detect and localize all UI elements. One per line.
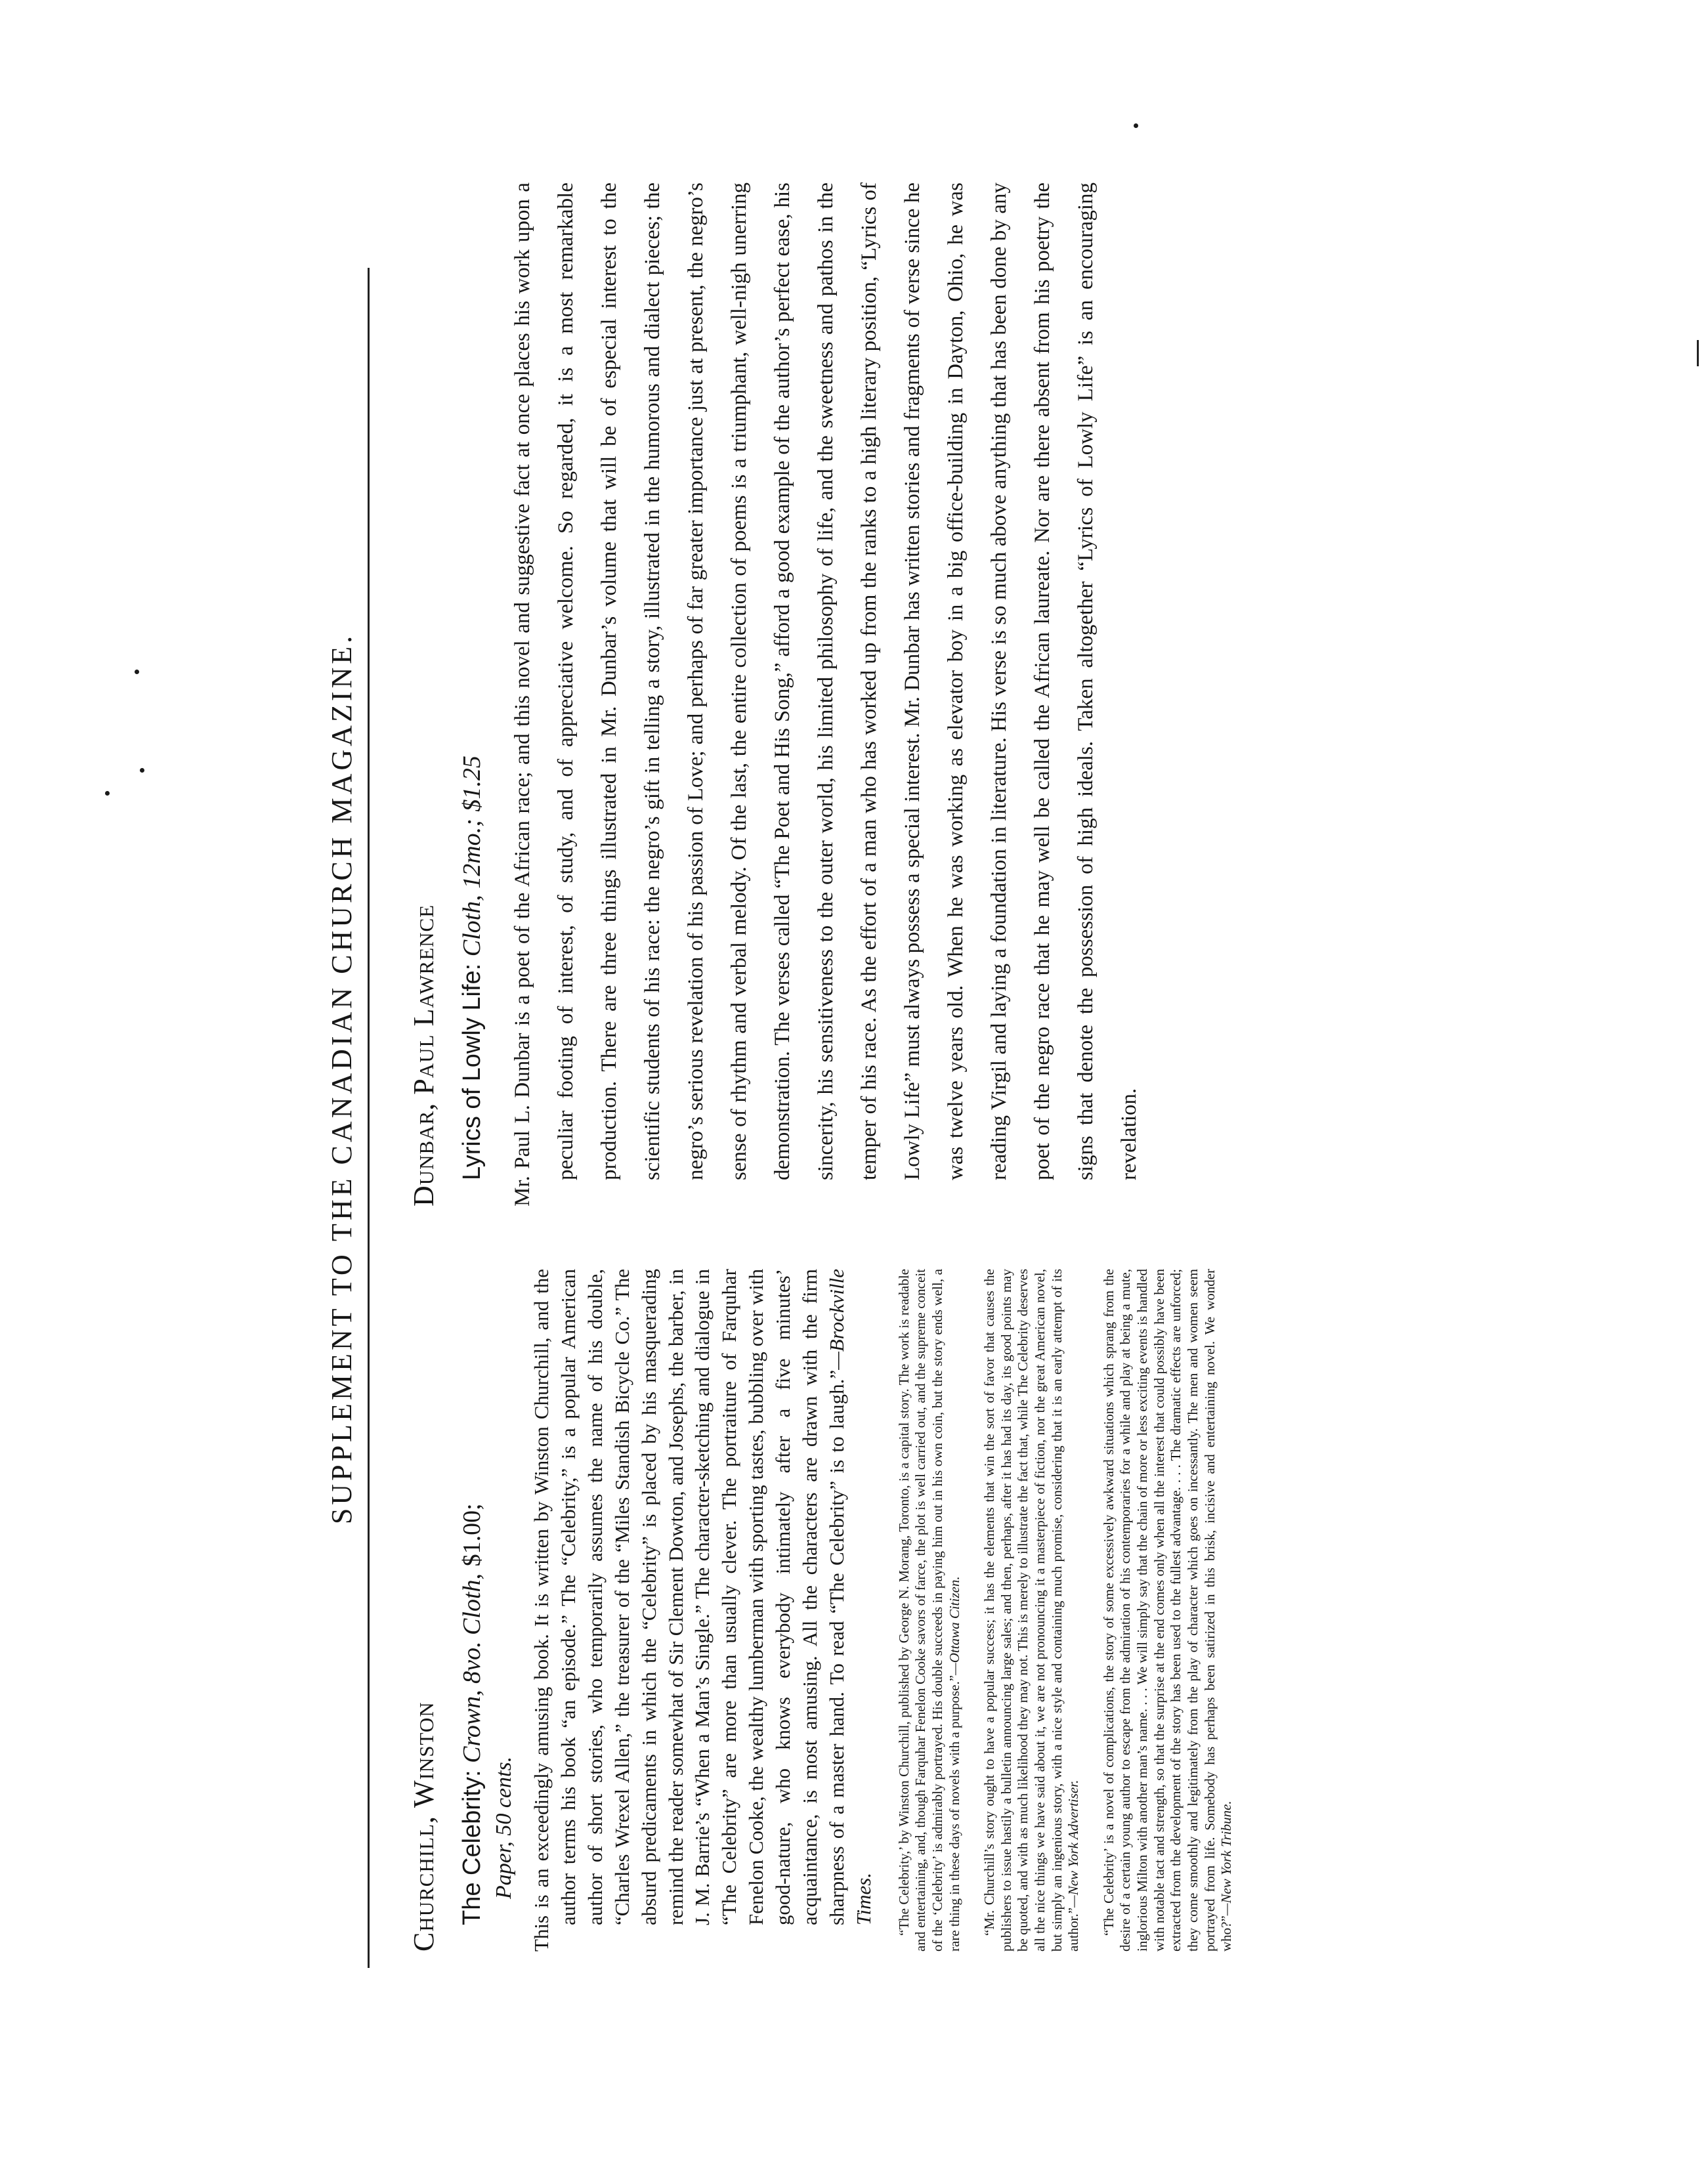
review-source: —Ottawa Citizen.: [946, 1576, 962, 1675]
review-source: —New York Tribune.: [1218, 1801, 1235, 1916]
book-title: The Celebrity:: [458, 1770, 486, 1925]
review-quote: [896, 1269, 963, 1952]
churchill-column: [407, 1269, 1235, 1952]
author-surname: Churchill,: [408, 1815, 440, 1952]
author-heading: [407, 182, 440, 1206]
notice-body: [528, 1269, 878, 1952]
book-title-line: [458, 1269, 486, 1925]
author-given: Winston: [408, 1701, 440, 1808]
review-text: “Mr. Churchill’s story ought to have a popular success; it has the elements that win the sort of favor that causes the publishers to issue hastily a bulletin announcing large sales; and then, perhaps, after it has had its day, its good points may be quoted, and with as much likelihood they may not. This is merely to illustrate the fact that, while The Celebrity deserves all the nice things we have said about it, we are not pronouncing it a masterpiece of fiction, nor the great American novel, but simply an ingenious story, with a nice style and containing much promise, considering that it is an early attempt of its author.”: [981, 1269, 1082, 1952]
alt-price: Paper, 50 cents.: [492, 1756, 516, 1899]
book-price: $1.25: [458, 756, 486, 812]
dunbar-column: [407, 182, 1151, 1206]
review-source: —New York Advertiser.: [1065, 1780, 1082, 1908]
book-title-line: [458, 182, 486, 1180]
notice-body: Mr. Paul L. Dunbar is a poet of the African race; and this novel and suggestive fact at once places his work upon a peculiar footing of interest, of study, and of appreciative welcome. So regarded, it is a most remarkable production. There are three things illustrated in Mr. Dunbar’s volume that will be of especial interest to the scientific students of his race: the negro’s gift in telling a story, illustrated in the humorous and dialect pieces; the negro’s serious revelation of his passion of Love; and perhaps of far greater importance just at present, the negro’s sense of rhythm and verbal melody. Of the last, the entire collection of poems is a triumphant, well-nigh unerring demonstration. The verses called “The Poet and His Song,” afford a good example of the author’s perfect ease, his sincerity, his sensitiveness to the outer world, his limited philosophy of life, and the sweetness and pathos in the temper of his race. As the effort of a man who has worked up from the ranks to a high literary position, “Lyrics of Lowly Life” must always possess a special interest. Mr. Dunbar has written stories and fragments of verse since he was twelve years old. When he was working as elevator boy in a big office-building in Dayton, Ohio, he was reading Virgil and laying a foundation in literature. His verse is so much above anything that has been done by any poet of the negro race that he may well be called the African laureate. Nor are there absent from his poetry the signs that denote the possession of high ideals. Taken altogether “Lyrics of Lowly Life” is an encouraging revelation.: [511, 182, 1141, 1206]
book-format: Cloth, 12mo.;: [458, 819, 486, 957]
header-rule: [368, 268, 370, 1968]
notice-text: This is an exceedingly amusing book. It is written by Winston Churchill, and the author terms his book “an episode.” The “Celebrity,” is a popular American author of short stories, who temporarily assumes the name of his double, “Charles Wrexel Allen,” the treasurer of the “Miles Standish Bicycle Co.” The absurd predicaments in which the “Celebrity” is placed by his masquerading remind the reader somewhat of Sir Clement Dowton, and Josephs, the barber, in J. M. Barrie’s “When a Man’s Single.” The character-sketching and dialogue in “The Celebrity” are more than usually clever. The portraiture of Farquhar Fenelon Cooke, the wealthy lumberman with sporting tastes, bubbling over with good-nature, who knows everybody intimately after a five minutes’ acquaintance, is most amusing. All the characters are drawn with the firm sharpness of a master hand. To read “The Celebrity” is to laugh.”: [530, 1269, 848, 1952]
review-text: “The Celebrity,’ by Winston Churchill, published by George N. Morang, Toronto, is a capital story. The work is readable and entertaining, and, though Farquhar Fenelon Cooke savors of farce, the plot is well carried out, and the supreme conceit of the ‘Celebrity’ is admirably portrayed. His double succeeds in paying him out in his own coin, but the story ends well, a rare thing in these days of novels with a purpose.”: [895, 1269, 962, 1952]
notice-source: —Brockville Times.: [824, 1269, 875, 1925]
author-surname: Dunbar,: [408, 1102, 440, 1206]
book-title: Lyrics of Lowly Life:: [458, 963, 486, 1180]
book-price: $1.00;: [458, 1503, 486, 1567]
review-quote: [981, 1269, 1082, 1952]
author-given: Paul Lawrence: [408, 904, 440, 1095]
author-heading: [407, 1269, 440, 1952]
running-head: SUPPLEMENT TO THE CANADIAN CHURCH MAGAZINE.: [326, 632, 358, 1525]
review-text: “The Celebrity’ is a novel of complications, the story of some excessively awkward situations which sprang from the desire of a certain young author to escape from the admiration of his contemporaries for a while and play at being a mute, inglorious Milton with another man’s name. . . . We will simply say that the chain of more or less exciting events is handled with notable tact and strength, so that the surprise at the end comes only when all the interest that could possibly have been extracted from the development of the story has been used to the fullest advantage. . . . The dramatic effects are unforced; they come smoothly and legitimately from the play of character which goes on incessantly. The men and women seem portrayed from life. Somebody has perhaps been satirized in this brisk, incisive and entertaining novel. We wonder who?”: [1100, 1269, 1235, 1952]
book-format: Crown, 8vo. Cloth,: [458, 1573, 486, 1763]
review-quote: [1101, 1269, 1235, 1952]
margin-mark: [1697, 340, 1699, 366]
